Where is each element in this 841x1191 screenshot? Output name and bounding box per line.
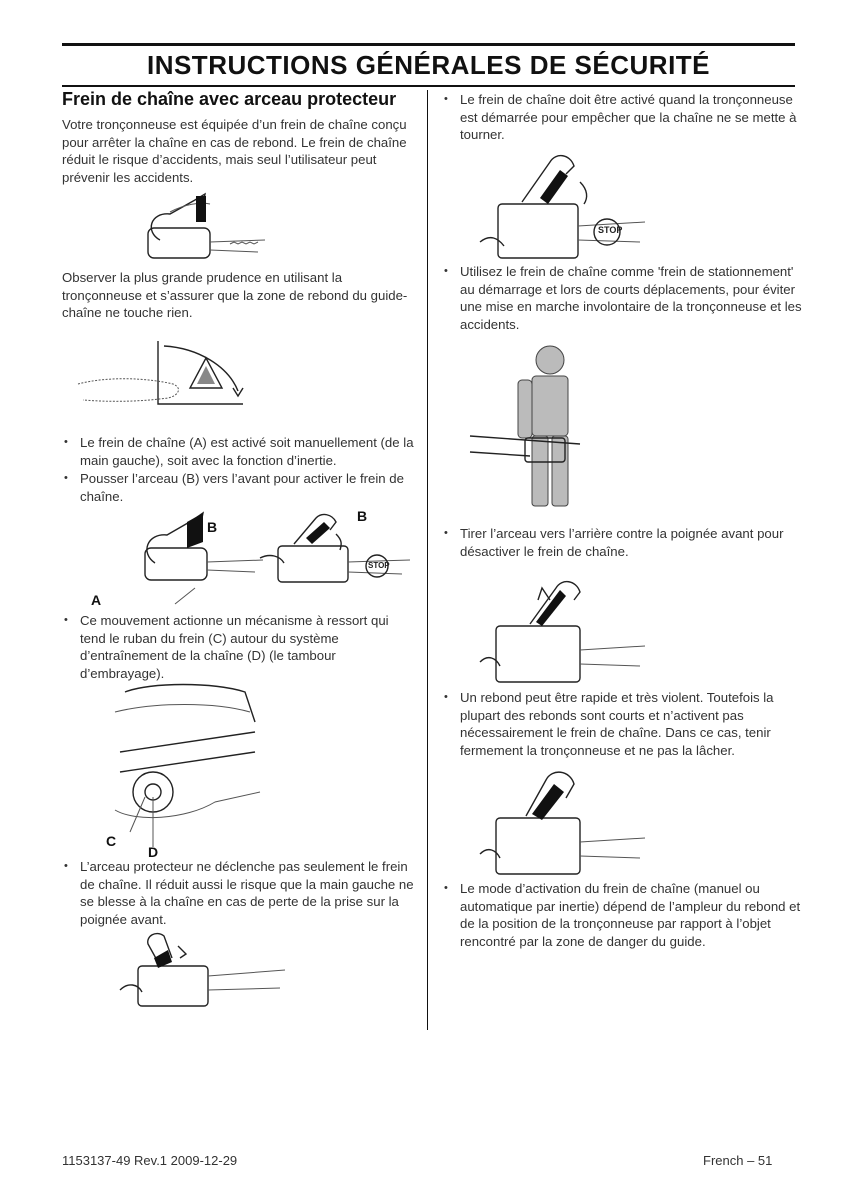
stop-sign-label-2: STOP [598, 225, 623, 235]
intro-paragraph: Votre tronçonneuse est équipée d’un frein de chaîne conçu pour arrêter la chaîne en cas de rebond. Le frein de chaîne réduit le risque d’accidents, mais seul l’utilisateur peut prévenir les accidents. [62, 117, 407, 185]
kickback-hold-illustration [470, 758, 650, 878]
page-title: INSTRUCTIONS GÉNÉRALES DE SÉCURITÉ [146, 50, 711, 80]
right-bullet-4: • Un rebond peut être rapide et très violent. Toutefois la plupart des rebonds sont courts et n’activent pas nécessairement le frein de chaîne. Dans ce cas, tenir fermement la tronçonneuse et ne pas la lâcher. [442, 689, 805, 759]
chainsaw-brake-b-illustration [250, 508, 420, 588]
label-c: C [106, 833, 117, 849]
chainsaw-illustration-1 [140, 192, 280, 262]
brake-active-illustration [470, 142, 650, 262]
kickback-zone-illustration [78, 336, 278, 426]
doc-id: 1153137-49 Rev.1 2009-12-29 [62, 1153, 238, 1168]
left-bullet-3: • Ce mouvement actionne un mécanisme à ressort qui tend le ruban du frein (C) autour du système d’entraînement de la chaîne (D) (le tambour d’embrayage). [62, 612, 414, 682]
label-b-2: B [357, 508, 368, 524]
right-bullet-5: • Le mode d’activation du frein de chaîne (manuel ou automatique par inertie) dépend de l’ampleur du rebond et de la position de la tronçonneuse par rapport à l’objet rencontré par la zone de danger du guide. [442, 880, 805, 950]
label-b-1: B [207, 519, 218, 535]
page-number: French – 51 [703, 1153, 773, 1168]
left-bullet-4: • L’arceau protecteur ne déclenche pas seulement le frein de chaîne. Il réduit aussi le risque que la main gauche ne se blesse à la chaîne en cas de perte de la prise sur la poignée avant. [62, 858, 414, 928]
stop-sign-label-1: STOP [368, 561, 390, 570]
label-d: D [148, 844, 159, 860]
left-bullet-1: • Le frein de chaîne (A) est activé soit manuellement (de la main gauche), soit avec la fonction d’inertie. [62, 434, 414, 469]
caution-paragraph: Observer la plus grande prudence en utilisant la tronçonneuse et s’assurer que la zone de rebond du guide-chaîne ne touche rien. [62, 270, 408, 320]
label-a: A [91, 592, 102, 608]
operator-carrying-saw-illustration [470, 340, 620, 518]
right-bullet-3: • Tirer l’arceau vers l’arrière contre la poignée avant pour désactiver le frein de chaîne. [442, 525, 805, 560]
column-divider [427, 90, 428, 1030]
right-bullet-2: • Utilisez le frein de chaîne comme 'frein de stationnement' au démarrage et lors de courts déplacements, pour éviter une mise en marche involontaire de la tronçonneuse et les accidents. [442, 263, 805, 333]
left-bullet-2: • Pousser l’arceau (B) vers l’avant pour activer le frein de chaîne. [62, 470, 414, 505]
right-bullet-1: • Le frein de chaîne doit être activé quand la tronçonneuse est démarrée pour empêcher que la chaîne ne se mette à tourner. [442, 91, 805, 144]
title-underline [62, 85, 795, 87]
brake-release-illustration [470, 566, 650, 686]
clutch-drum-illustration [95, 682, 265, 842]
hand-guard-illustration [110, 928, 290, 1008]
section-title: Frein de chaîne avec arceau protecteur [62, 89, 397, 109]
